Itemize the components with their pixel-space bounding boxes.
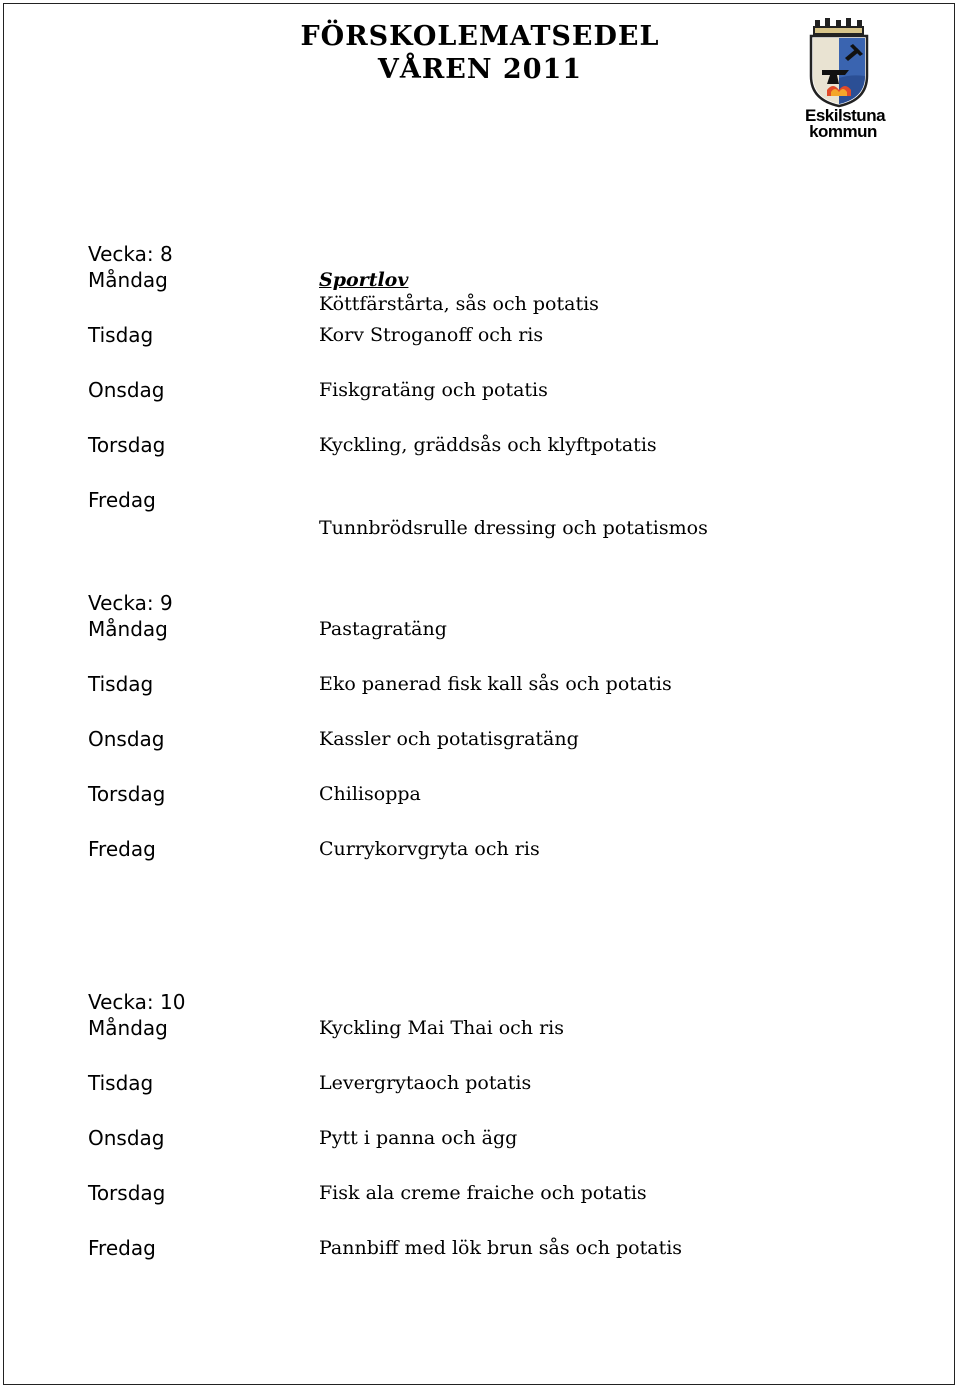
menu-row [88,268,888,323]
menu-row [88,1236,888,1291]
dish-name: Fisk ala creme fraiche och potatis [319,1182,647,1204]
logo-text-line-2: kommun [809,122,877,141]
week-label: Vecka: 10 [88,990,186,1014]
week-8-section [88,242,888,543]
logo-text [805,106,886,141]
menu-row [88,1126,888,1181]
day-label: Torsdag [88,433,166,457]
day-label: Tisdag [88,1071,154,1095]
dish-name: Tunnbrödsrulle dressing och potatismos [319,517,708,539]
title-line-2: VÅREN 2011 [377,54,583,85]
day-label: Onsdag [88,1126,165,1150]
day-label: Fredag [88,488,156,512]
dish-name: Kyckling Mai Thai och ris [319,1017,564,1039]
dish-block [319,268,599,316]
dish-name: Eko panerad fisk kall sås och potatis [319,673,672,695]
day-label: Onsdag [88,378,165,402]
week-10-section [88,990,888,1291]
day-label: Måndag [88,268,168,292]
week-label: Vecka: 9 [88,591,173,615]
dish-name: Kassler och potatisgratäng [319,728,579,750]
menu-row [88,323,888,378]
dish-name: Levergrytaoch potatis [319,1072,532,1094]
dish-name: Fiskgratäng och potatis [319,379,548,401]
menu-row [88,837,888,892]
week-9-section [88,591,888,892]
municipality-logo [805,18,886,148]
title-line-1: FÖRSKOLEMATSEDEL [300,21,660,52]
day-label: Fredag [88,1236,156,1260]
day-label: Måndag [88,1016,168,1040]
day-label: Onsdag [88,727,165,751]
page-title [230,20,730,86]
dish-name: Currykorvgryta och ris [319,838,540,860]
menu-row [88,1016,888,1071]
dish-name: Kyckling, gräddsås och klyftpotatis [319,434,657,456]
day-label: Tisdag [88,672,154,696]
menu-row [88,433,888,488]
dish-name: Pytt i panna och ägg [319,1127,518,1149]
menu-row [88,1071,888,1126]
dish-name: Köttfärstårta, sås och potatis [319,293,599,315]
logo-text-line-1: Eskilstuna [805,106,886,125]
menu-row [88,488,888,543]
dish-name: Korv Stroganoff och ris [319,324,544,346]
menu-row [88,727,888,782]
day-label: Tisdag [88,323,154,347]
week-label: Vecka: 8 [88,242,173,266]
day-label: Torsdag [88,782,166,806]
dish-name: Pannbiff med lök brun sås och potatis [319,1237,683,1259]
menu-row [88,378,888,433]
day-label: Måndag [88,617,168,641]
coat-of-arms-icon [805,18,881,108]
day-label: Fredag [88,837,156,861]
menu-row [88,617,888,672]
menu-row [88,672,888,727]
holiday-note: Sportlov [319,269,409,291]
menu-row [88,782,888,837]
dish-name: Chilisoppa [319,783,421,805]
day-label: Torsdag [88,1181,166,1205]
menu-row [88,1181,888,1236]
dish-name: Pastagratäng [319,618,447,640]
